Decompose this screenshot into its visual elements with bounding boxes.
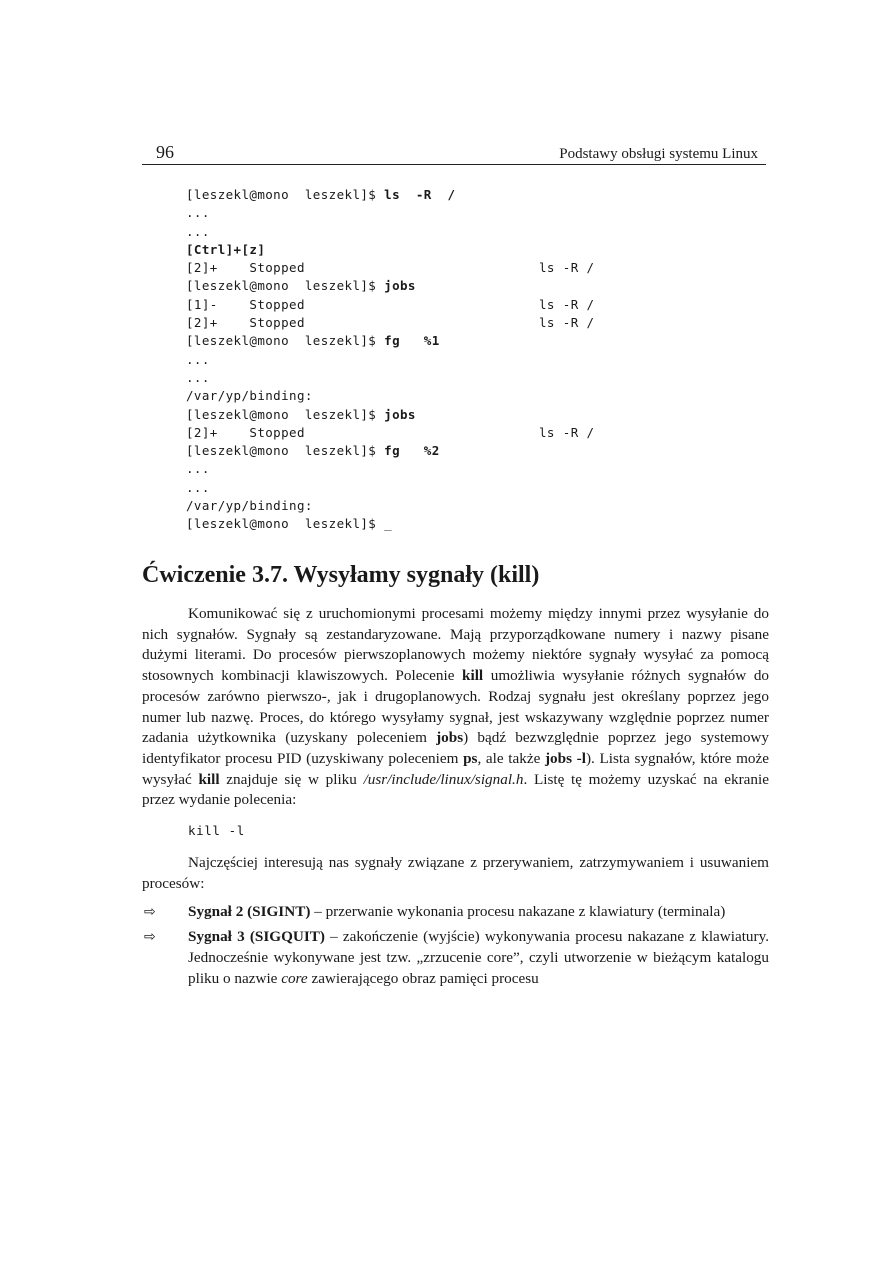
exercise-title: Ćwiczenie 3.7. Wysyłamy sygnały (kill) — [142, 562, 540, 588]
terminal-line: [leszekl@mono leszekl]$ fg %1 — [186, 333, 440, 349]
terminal-line: [leszekl@mono leszekl]$ jobs — [186, 406, 416, 422]
signal-list — [142, 902, 769, 989]
arrow-bullet-icon: ⇨ — [144, 929, 156, 946]
terminal-line: [leszekl@mono leszekl]$ fg %2 — [186, 443, 440, 459]
terminal-line: ... — [186, 351, 210, 367]
terminal-line: [leszekl@mono leszekl]$ jobs — [186, 278, 416, 294]
terminal-line: ... — [186, 479, 210, 495]
terminal-line: ... — [186, 461, 210, 477]
terminal-line: [leszekl@mono leszekl]$ _ — [186, 516, 393, 532]
terminal-line: ... — [186, 205, 210, 221]
arrow-bullet-icon: ⇨ — [144, 904, 156, 921]
body-text — [142, 604, 769, 993]
terminal-listing — [186, 186, 626, 534]
terminal-line: [2]+ Stopped ls -R / — [186, 260, 595, 276]
terminal-line: [2]+ Stopped ls -R / — [186, 315, 595, 331]
terminal-line: [2]+ Stopped ls -R / — [186, 424, 595, 440]
terminal-line: [1]- Stopped ls -R / — [186, 296, 595, 312]
list-item: ⇨ Sygnał 2 (SIGINT) – przerwanie wykonania procesu nakazane z klawiatury (terminala) — [142, 902, 769, 923]
terminal-line: ... — [186, 369, 210, 385]
terminal-line: [Ctrl]+[z] — [186, 241, 266, 257]
code-kill-l: kill -l — [188, 823, 245, 839]
list-item: ⇨ Sygnał 3 (SIGQUIT) – zakończenie (wyjście) wykonywania procesu nakazane z klawiatury. Jednocześnie wykonywane jest tzw. „zrzucenie core”, czyli utworzenie w bieżącym katalogu pliku o nazwie core zawierającego obraz pamięci procesu — [144, 928, 769, 987]
paragraph-common-signals: Najczęściej interesują nas sygnały związane z przerywaniem, zatrzymywaniem i usuwaniem procesów: — [142, 854, 769, 892]
paragraph-signals-intro: Komunikować się z uruchomionymi procesami możemy między innymi przez wysyłanie do nich sygnałów. Sygnały są zestandaryzowane. Mają przyporządkowane numery i nazwy pisane dużymi literami. Do procesów pierwszoplanowych możemy niektóre sygnały wysyłać za pomocą stosownych kombinacji klawiszowych. Polecenie kill umożliwia wysyłanie różnych sygnałów do procesów zarówno pierwszo-, jak i drugoplanowych. Rodzaj sygnału jest określany poprzez jego numer lub nazwę. Proces, do którego wysyłamy sygnał, jest wskazywany względnie poprzez numer zadania użytkownika (uzyskany poleceniem jobs) bądź bezwzględnie poprzez jego systemowy identyfikator procesu PID (uzyskiwany poleceniem ps, ale także jobs -l). Lista sygnałów, które może wysyłać kill znajduje się w pliku /usr/include/linux/signal.h. Listę tę możemy uzyskać na ekranie przez wydanie polecenia: — [142, 605, 770, 809]
terminal-line: [leszekl@mono leszekl]$ ls -R / — [186, 187, 456, 202]
page-number: 96 — [156, 142, 174, 162]
terminal-line: ... — [186, 223, 210, 239]
running-title: Podstawy obsługi systemu Linux — [559, 146, 758, 162]
page-header — [142, 140, 766, 165]
terminal-line: /var/yp/binding: — [186, 388, 313, 404]
terminal-line: /var/yp/binding: — [186, 498, 313, 514]
